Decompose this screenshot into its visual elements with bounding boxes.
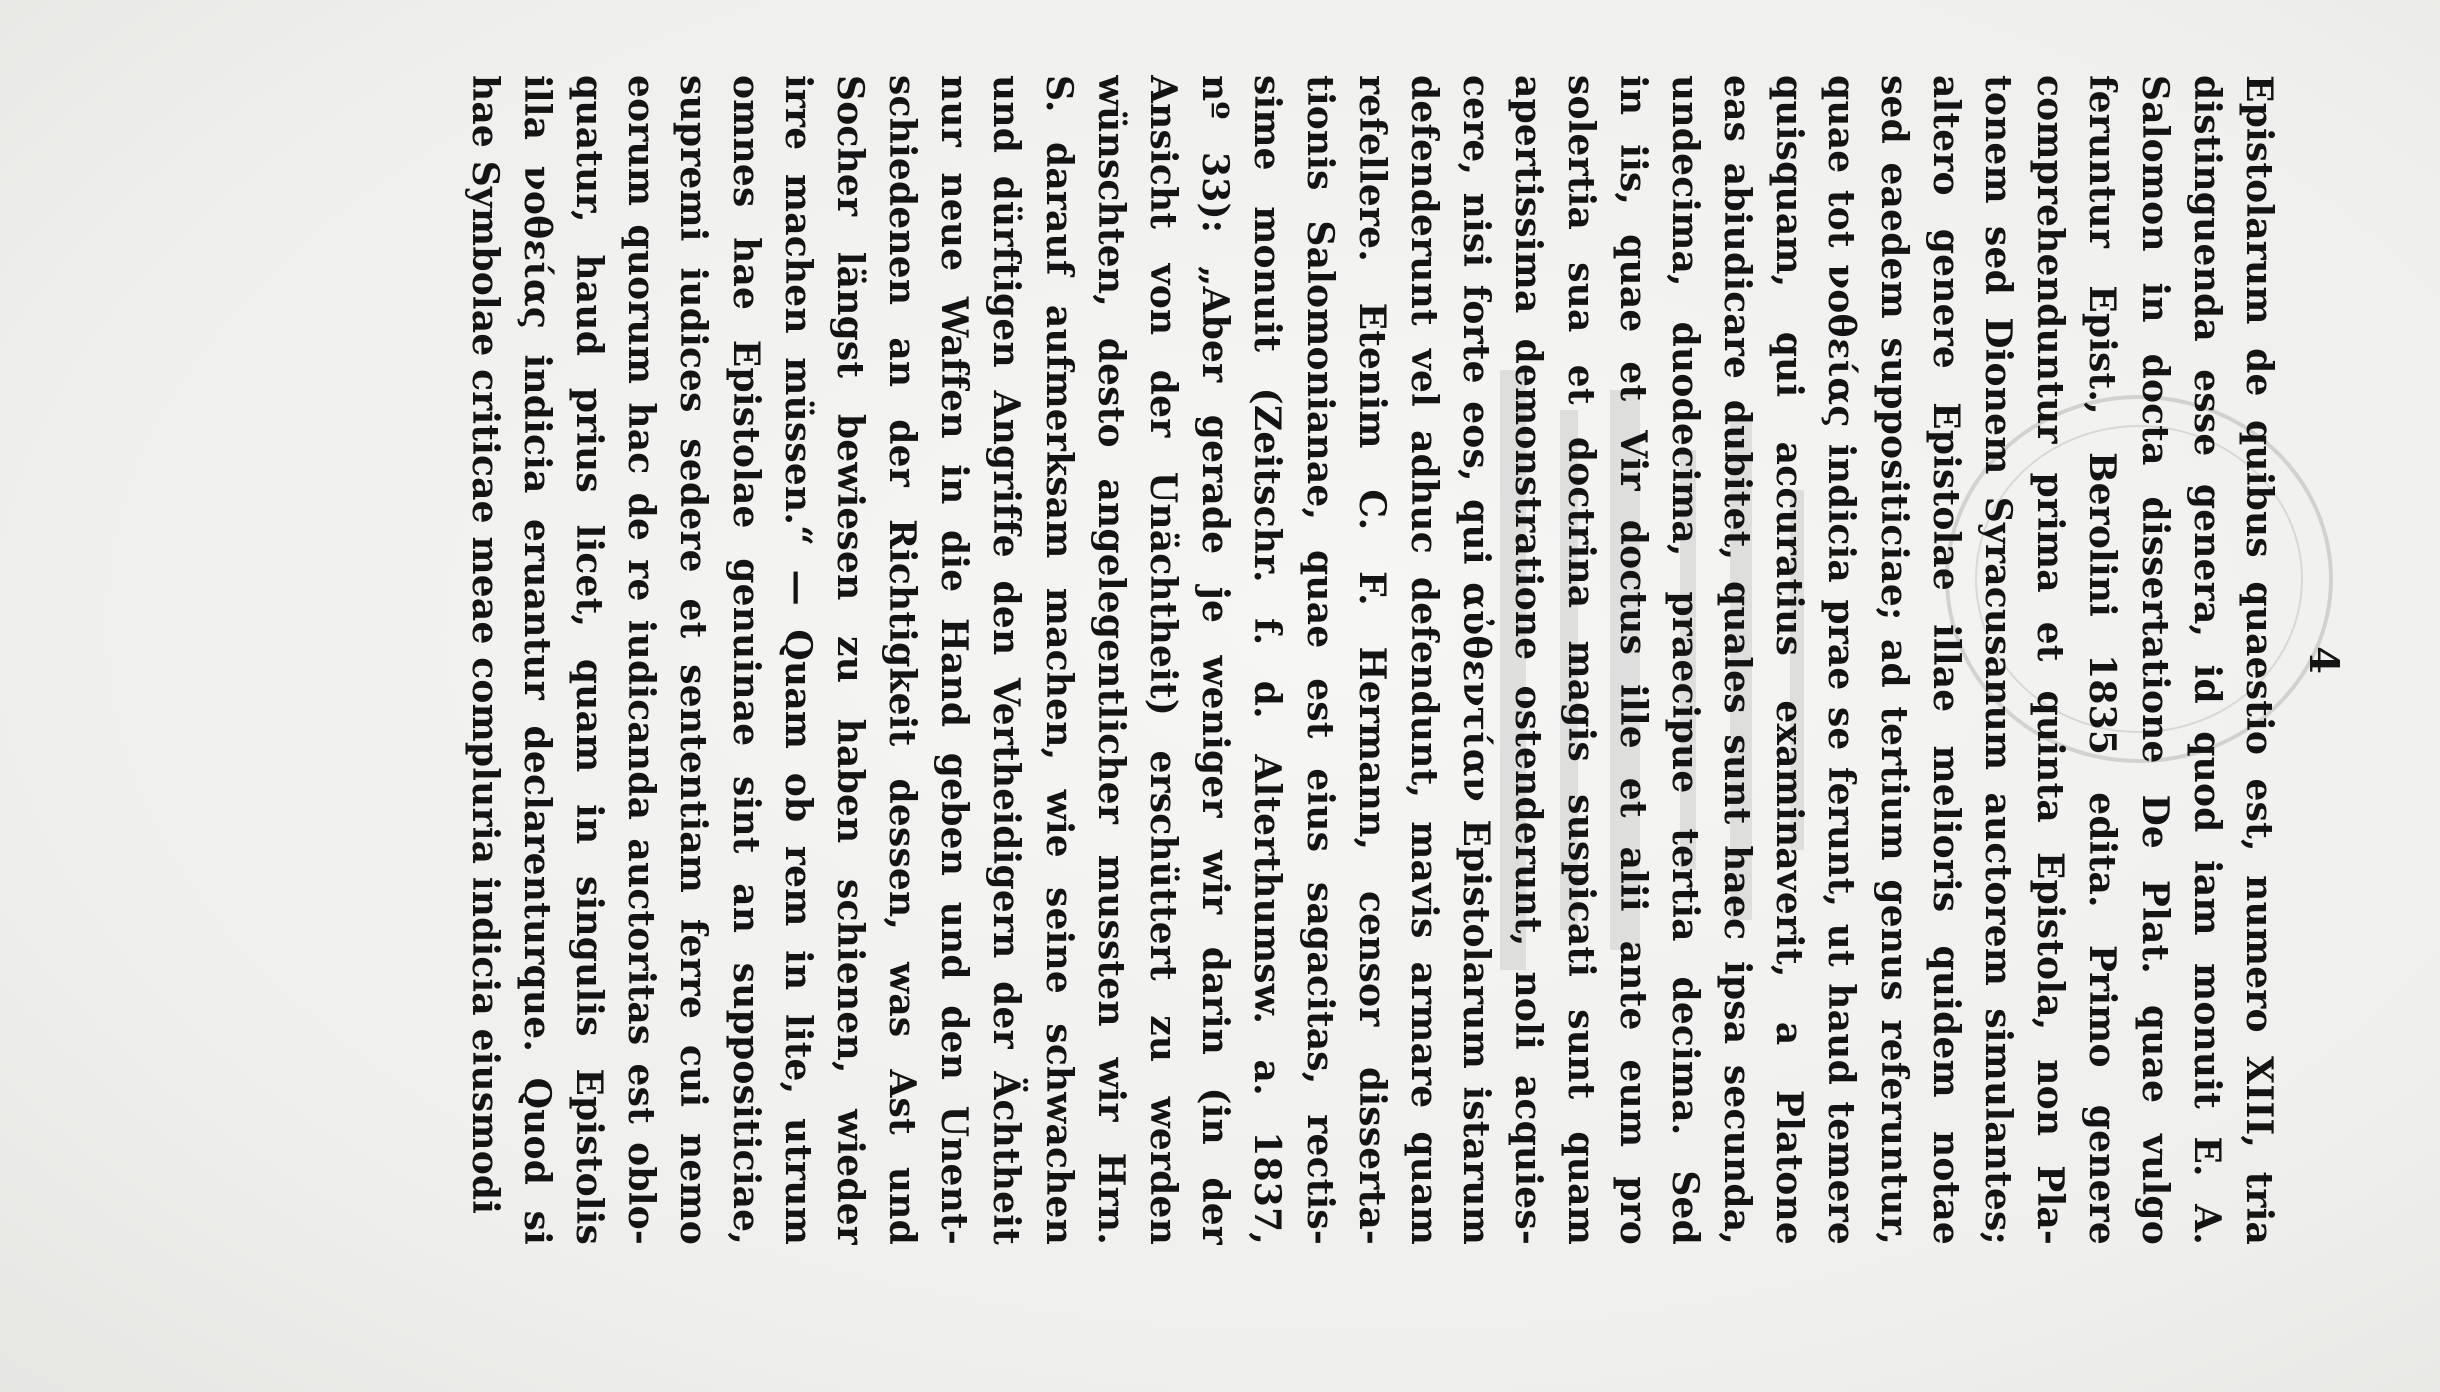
text-line: quae tot νοθείας indicia prae se ferunt, ut haud temere [1820,75,1863,1245]
text-line: quatur, haud prius licet, quam in singulis Epistolis [568,75,610,1245]
text-line: nur neue Waffen in die Hand geben und den Unent- [933,75,976,1245]
text-line: tonem sed Dionem Syracusanum auctorem simulantes; [1977,75,2020,1245]
text-line: Socher längst bewiesen zu haben schienen, wieder [828,75,871,1245]
text-line: comprehenduntur prima et quinta Epistola, non Pla- [2029,75,2072,1245]
text-line: distinguenda esse genera, id quod iam monuit E. A. [2185,75,2228,1245]
text-line: in iis, quae et Vir doctus ille et alii ante eum pro [1611,75,1654,1245]
text-line: feruntur Epist., Berolini 1835 edita. Primo genere [2081,75,2124,1245]
text-line: apertissima demonstratione ostenderunt, noli acquies- [1507,75,1550,1245]
text-line: schiedenen an der Richtigkeit dessen, was Ast und [881,75,924,1245]
text-line: eas abiudicare dubitet, quales sunt haec ipsa secunda, [1716,75,1759,1245]
text-line: wünschten, desto angelegentlicher mussten wir Hrn. [1089,75,1132,1245]
text-line: solertia sua et doctrina magis suspicati sunt quam [1559,75,1602,1245]
text-line: omnes hae Epistolae genuinae sint an suppositiciae, [724,75,767,1245]
text-line: supremi iudices sedere et sententiam ferre cui nemo [672,75,715,1245]
text-line: hae Symbolae criticae meae compluria indicia eiusmodi [463,75,506,1215]
text-line: undecima, duodecima, praecipue tertia decima. Sed [1663,75,1706,1245]
text-line: Epistolarum de quibus quaestio est, numero XIII, tria [2238,75,2280,1245]
text-line: illa νοθείας indicia eruantur declarenturque. Quod si [515,75,558,1245]
text-line: irre machen müssen.“ — Quam ob rem in lite, utrum [776,75,819,1245]
text-line: eorum quorum hac de re iudicanda auctoritas est oblo- [620,75,663,1245]
text-line: S. darauf aufmerksam machen, wie seine schwachen [1037,75,1080,1245]
page-number: 4 [2300,646,2347,674]
text-line: sed eaedem suppositiciae; ad tertium genus referuntur, [1872,75,1915,1245]
text-line: quisquam, qui accuratius examinaverit, a Platone [1768,75,1811,1245]
text-line: refellere. Etenim C. F. Hermann, censor disserta- [1350,75,1393,1245]
text-line: Salomon in docta dissertatione De Plat. quae vulgo [2133,75,2176,1245]
text-line: sime monuit (Zeitschr. f. d. Alterthumsw. a. 1837, [1246,75,1289,1245]
text-line: Ansicht von der Unächtheit) erschüttert zu werden [1142,75,1185,1245]
text-line: nº 33): „Aber gerade je weniger wir darin (in der [1194,75,1237,1245]
text-line: altero genere Epistolae illae melioris quidem notae [1924,75,1967,1245]
text-line: cere, nisi forte eos, qui αὐθεντίαν Epistolarum istarum [1455,75,1498,1245]
text-line: tionis Salomonianae, quae est eius sagacitas, rectis- [1298,75,1341,1245]
text-line: und dürftigen Angriffe den Vertheidigern der Ächtheit [985,75,1028,1245]
text-block [85,75,2347,1245]
text-line: defenderunt vel adhuc defendunt, mavis armare quam [1403,75,1445,1245]
body-text [458,75,2285,1245]
